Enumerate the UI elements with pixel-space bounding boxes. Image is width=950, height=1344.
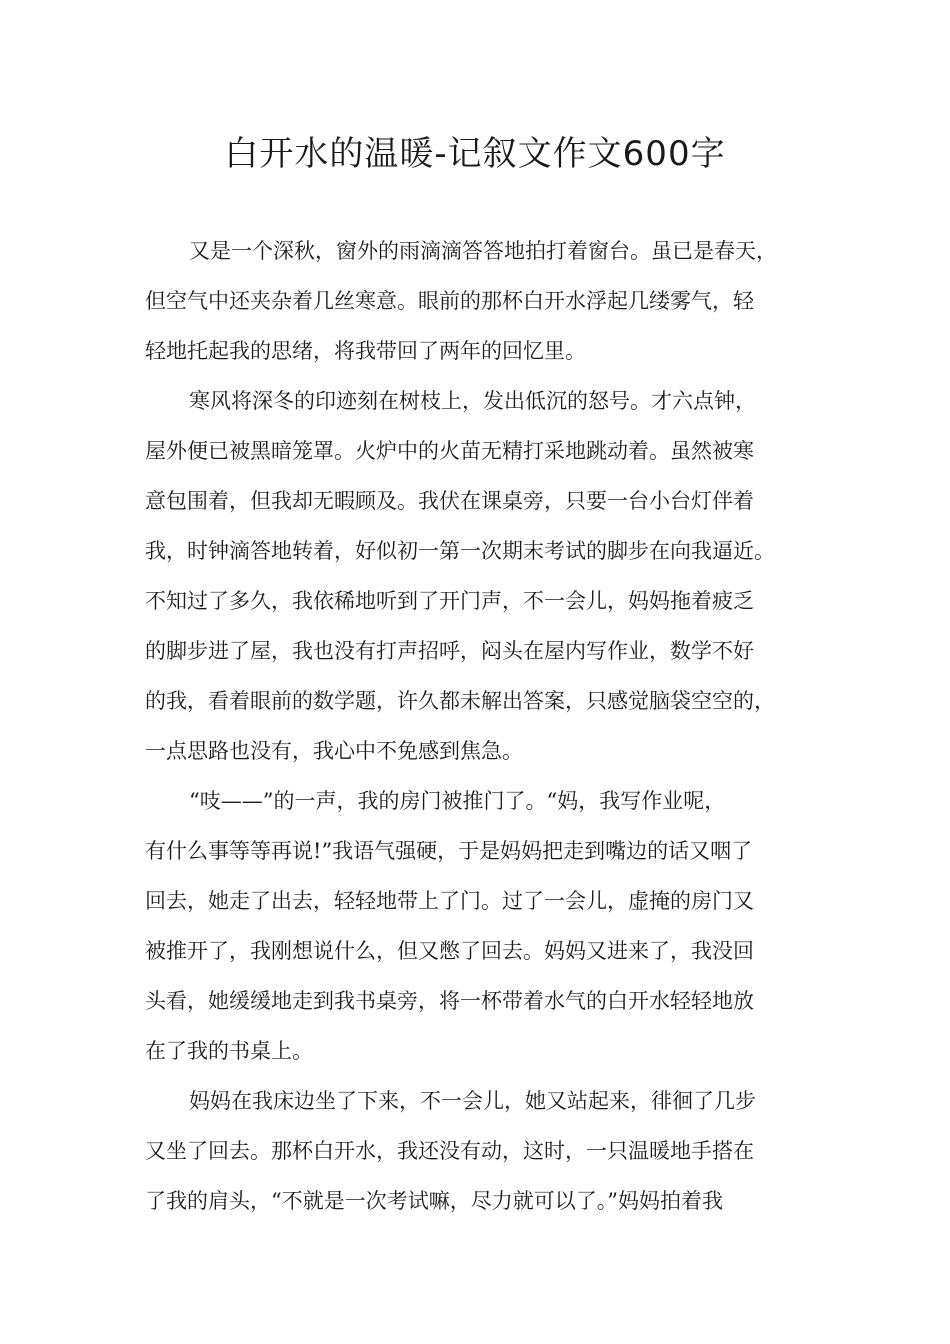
text-line: 回去，她走了出去，轻轻地带上了门。过了一会儿，虚掩的房门又	[145, 889, 754, 913]
text-line: 我，时钟滴答地转着，好似初一第一次期末考试的脚步在向我逼近。	[145, 539, 775, 563]
text-line: 有什么事等等再说!”我语气强硬，于是妈妈把走到嘴边的话又咽了	[145, 839, 753, 863]
text-line: 头看，她缓缓地走到我书桌旁，将一杯带着水气的白开水轻轻地放	[145, 989, 754, 1013]
text-line: 在了我的书桌上。	[145, 1039, 313, 1063]
text-line: 不知过了多久，我依稀地听到了开门声，不一会儿，妈妈拖着疲乏	[145, 589, 754, 613]
text-line: 的脚步进了屋，我也没有打声招呼，闷头在屋内写作业，数学不好	[145, 639, 754, 663]
document-body	[145, 226, 825, 1226]
text-line: 了我的肩头，“不就是一次考试嘛，尽力就可以了。”妈妈拍着我	[145, 1189, 723, 1213]
text-line: “吱——”的一声，我的房门被推门了。“妈，我写作业呢，	[189, 789, 726, 813]
text-line: 又是一个深秋，窗外的雨滴滴答答地拍打着窗台。虽已是春天，	[189, 239, 777, 263]
text-line: 一点思路也没有，我心中不免感到焦急。	[145, 739, 523, 763]
text-line: 轻地托起我的思绪，将我带回了两年的回忆里。	[145, 339, 586, 363]
text-line: 被推开了，我刚想说什么，但又憋了回去。妈妈又进来了，我没回	[145, 939, 754, 963]
document-title: 白开水的温暖-记叙文作文600字	[224, 134, 726, 174]
text-line: 妈妈在我床边坐了下来，不一会儿，她又站起来，徘徊了几步	[189, 1089, 756, 1113]
text-line: 的我，看着眼前的数学题，许久都未解出答案，只感觉脑袋空空的，	[145, 689, 775, 713]
text-line: 又坐了回去。那杯白开水，我还没有动，这时，一只温暖地手搭在	[145, 1139, 754, 1163]
text-line: 屋外便已被黑暗笼罩。火炉中的火苗无精打采地跳动着。虽然被寒	[145, 439, 754, 463]
text-line: 意包围着，但我却无暇顾及。我伏在课桌旁，只要一台小台灯伴着	[145, 489, 754, 513]
text-line: 寒风将深冬的印迹刻在树枝上，发出低沉的怒号。才六点钟，	[189, 389, 756, 413]
text-line: 但空气中还夹杂着几丝寒意。眼前的那杯白开水浮起几缕雾气，轻	[145, 289, 754, 313]
